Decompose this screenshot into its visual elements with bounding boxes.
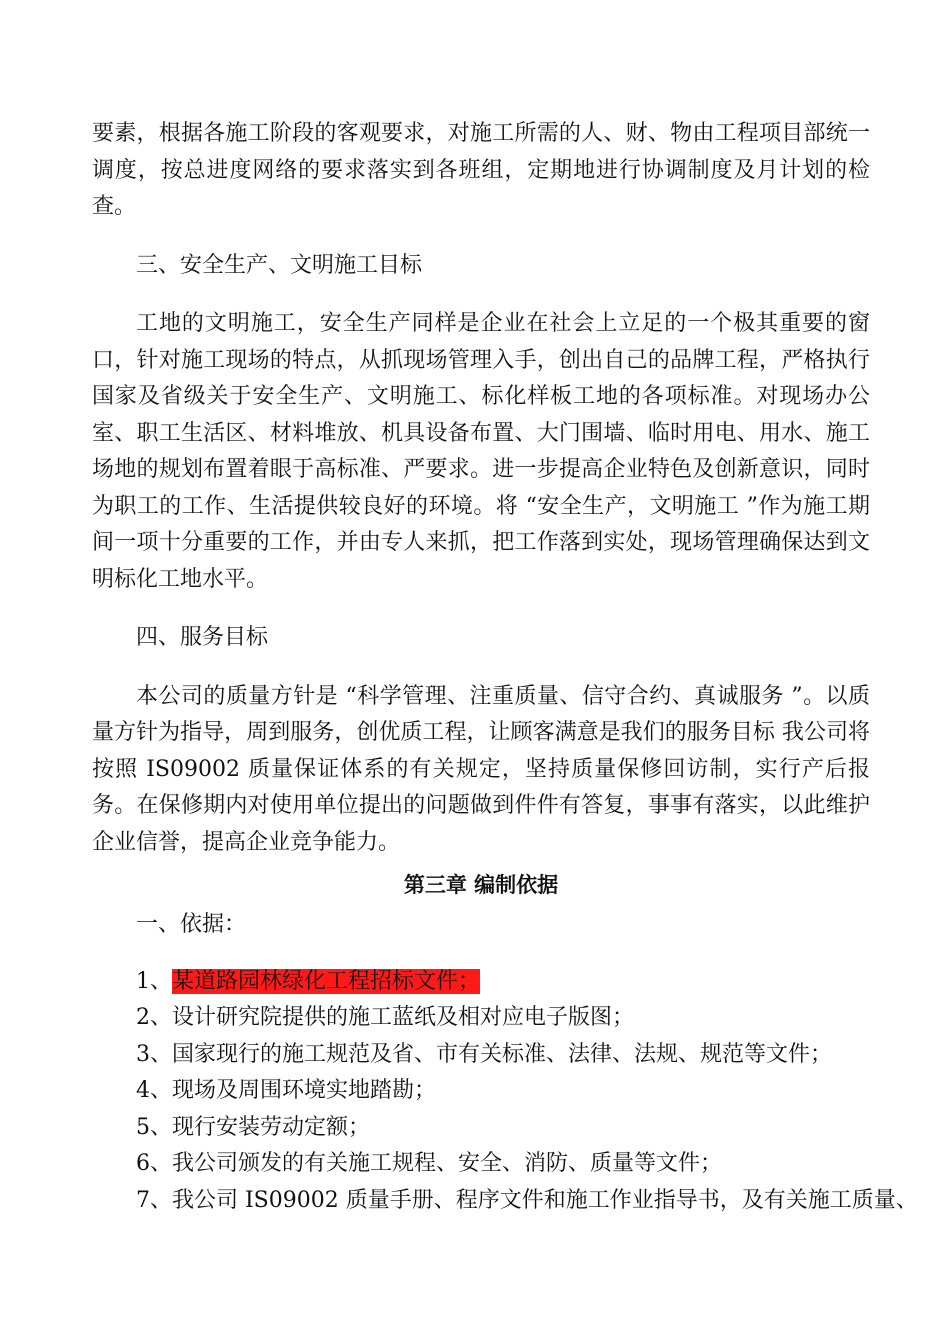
list-item-number: 4、 xyxy=(136,1078,172,1103)
list-item-text: 现行安装劳动定额； xyxy=(172,1114,371,1140)
list-item xyxy=(92,1183,918,1220)
section-3-heading: 三、安全生产、文明施工目标 xyxy=(136,252,423,278)
list-item-number: 1、 xyxy=(136,968,172,994)
list-item-number: 6、 xyxy=(136,1151,172,1176)
list-item xyxy=(92,1146,870,1183)
spacer xyxy=(92,657,870,679)
spacer xyxy=(92,226,870,248)
section-3-body: 工地的文明施工，安全生产同样是企业在社会上立足的一个极其重要的窗口，针对施工现场的特点，从抓现场管理入手，创出自己的品牌工程，严格执行国家及省级关于安全生产、文明施工、标化样板工地的各项标准。对现场办公室、职工生活区、材料堆放、机具设备布置、大门围墙、临时用电、用水、施工场地的规划布置着眼于高标准、严要求。进一步提高企业特色及创新意识，同时为职工的工作、生活提供较良好的环境。将 “安全生产，文明施工 ”作为施工期间一项十分重要的工作，并由专人来抓，把工作落到实处，现场管理确保达到文明标化工地水平。 xyxy=(92,311,870,592)
spacer xyxy=(92,598,870,620)
list-item-text: 现场及周围环境实地踏勘； xyxy=(172,1078,437,1103)
list-item-text: 我公司 IS09002 质量手册、程序文件和施工作业指导书，及有关施工质量、 xyxy=(172,1187,918,1213)
list-item xyxy=(92,964,870,1001)
chapter-title: 第三章 编制依据 xyxy=(403,873,559,897)
list-item xyxy=(92,1000,870,1037)
list-item-number: 7、 xyxy=(136,1187,172,1213)
list-item-text: 设计研究院提供的施工蓝纸及相对应电子版图； xyxy=(172,1005,635,1030)
highlighted-text: 某道路园林绿化工程招标文件； xyxy=(172,968,481,994)
basis-list xyxy=(92,964,918,1220)
list-item-number: 3、 xyxy=(136,1041,172,1067)
spacer xyxy=(92,284,870,306)
list-item-text: 国家现行的施工规范及省、市有关标准、法律、法规、规范等文件； xyxy=(172,1041,833,1067)
list-item xyxy=(92,1110,870,1147)
spacer xyxy=(92,944,870,964)
basis-subheading: 一、依据： xyxy=(136,912,247,937)
list-item-number: 5、 xyxy=(136,1114,172,1140)
section-4-body: 本公司的质量方针是 “科学管理、注重质量、信守合约、真诚服务 ”。以质量方针为指导，周到服务，创优质工程，让顾客满意是我们的服务目标 我公司将按照 IS09002 质量保证体系的有关规定，坚持质量保修回访制，实行产后报务。在保修期内对使用单位提出的问题做到件件有答复，事事有落实，以此维护企业信誉，提高企业竞争能力。 xyxy=(92,683,870,855)
section-4-heading: 四、服务目标 xyxy=(136,625,269,650)
document-page xyxy=(92,116,918,1219)
intro-paragraph: 要素，根据各施工阶段的客观要求，对施工所需的人、财、物由工程项目部统一调度，按总进度网络的要求落实到各班组，定期地进行协调制度及月计划的检查。 xyxy=(92,121,870,219)
list-item-number: 2、 xyxy=(136,1005,172,1030)
list-item xyxy=(92,1037,870,1074)
list-item-text: 我公司颁发的有关施工规程、安全、消防、质量等文件； xyxy=(172,1151,723,1176)
list-item xyxy=(92,1073,870,1110)
